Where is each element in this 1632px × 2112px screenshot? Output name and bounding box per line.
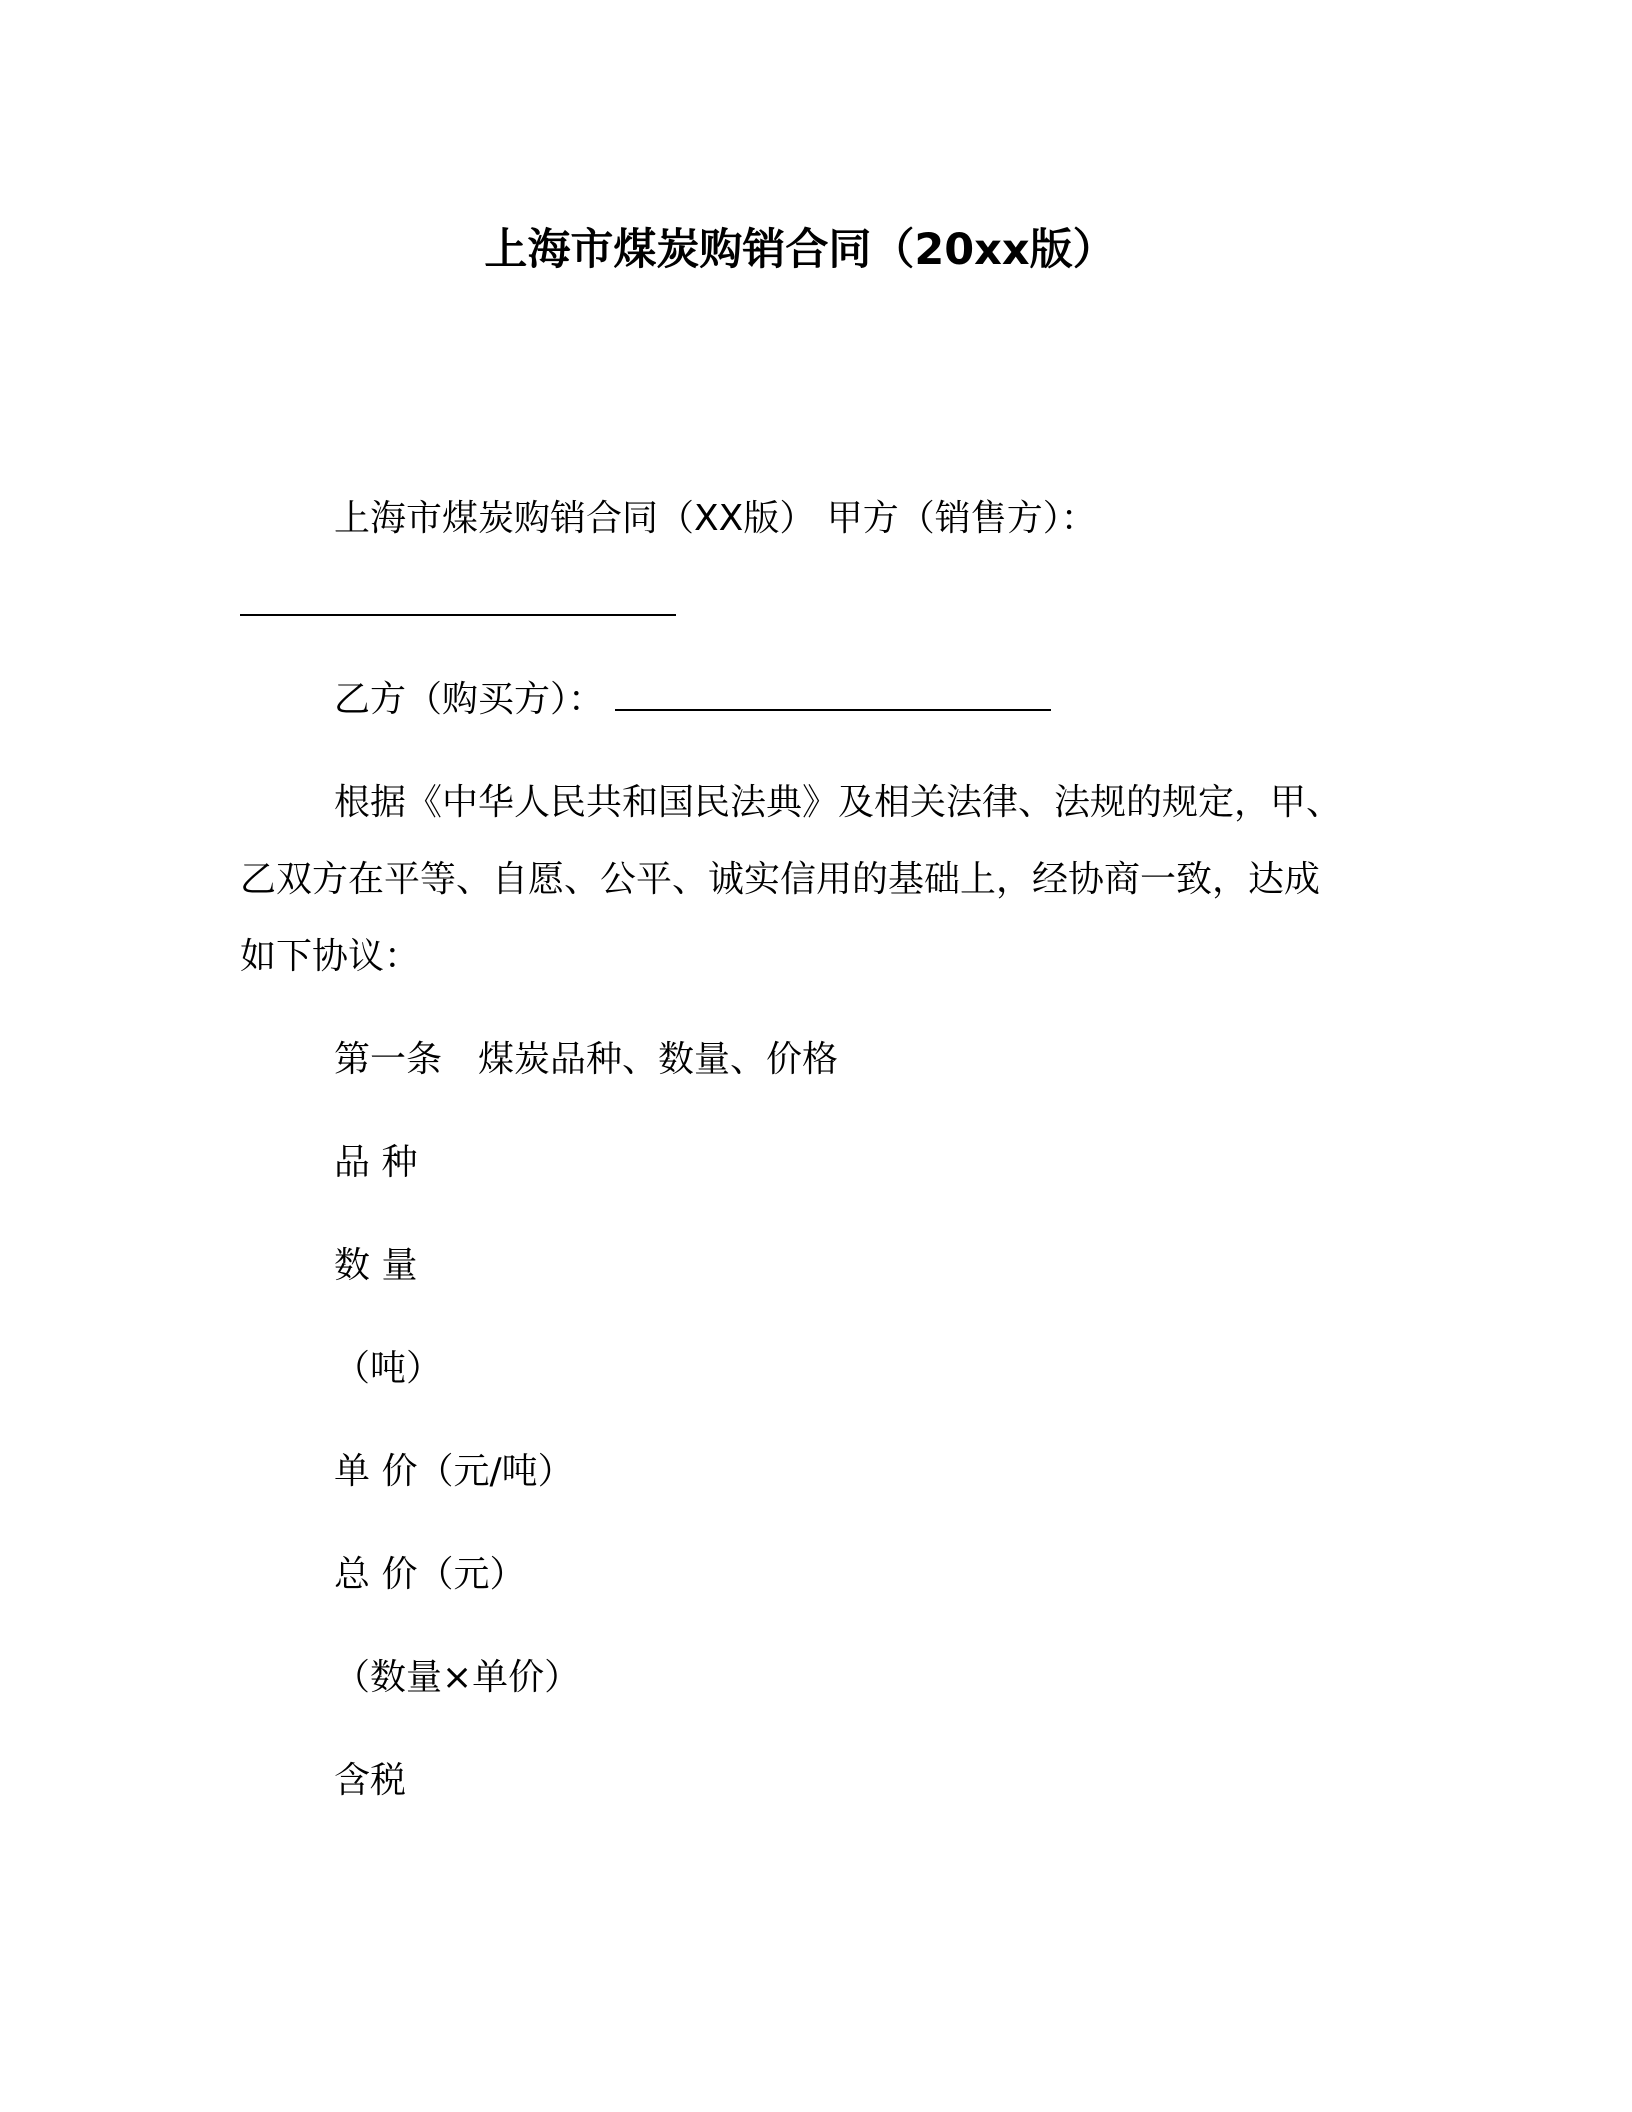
field-tax-included: 含税 <box>334 1760 407 1801</box>
party-b-label: 乙方（购买方）： <box>334 679 605 720</box>
field-quantity-unit: （吨） <box>334 1348 443 1389</box>
header-line: 上海市煤炭购销合同（XX版） 甲方（销售方）： <box>334 498 1097 539</box>
field-total-formula: （数量×单价） <box>334 1657 581 1698</box>
party-a-blank-line <box>240 582 676 628</box>
party-b-line <box>334 677 1051 723</box>
party-b-blank[interactable] <box>615 679 1051 711</box>
article-1-heading: 第一条 煤炭品种、数量、价格 <box>334 1039 839 1080</box>
document-title: 上海市煤炭购销合同（20xx版） <box>484 225 1116 275</box>
field-total-price: 总 价（元） <box>334 1554 526 1595</box>
preamble-line-1: 根据《中华人民共和国民法典》及相关法律、法规的规定，甲、 <box>334 782 1343 823</box>
party-a-blank[interactable] <box>240 584 676 616</box>
field-variety: 品 种 <box>334 1142 418 1183</box>
preamble-line-2: 乙双方在平等、自愿、公平、诚实信用的基础上，经协商一致，达成 <box>240 859 1321 900</box>
field-unit-price: 单 价（元/吨） <box>334 1451 574 1492</box>
preamble-line-3: 如下协议： <box>240 936 421 977</box>
field-quantity: 数 量 <box>334 1245 418 1286</box>
